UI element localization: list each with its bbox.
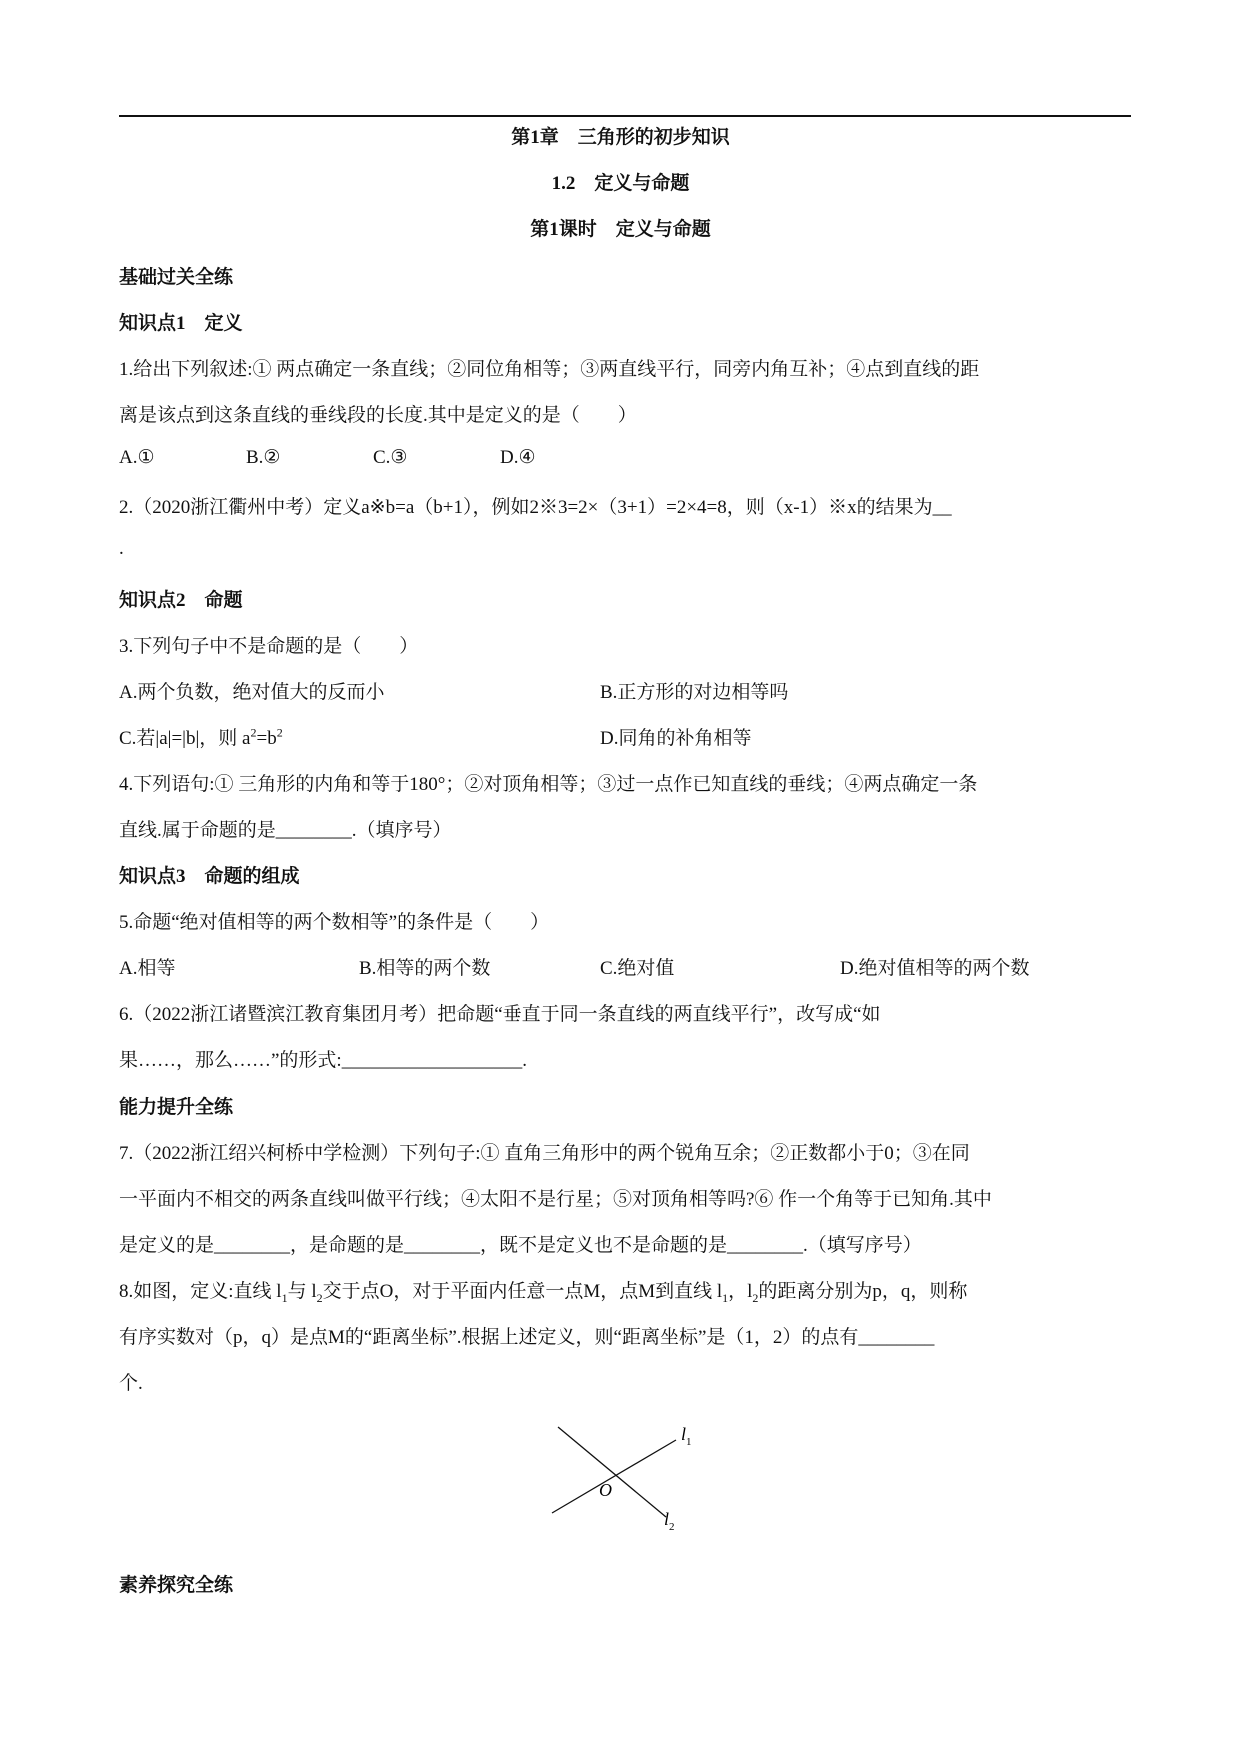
- question-3-option-c: C.若|a|=|b|，则 $a^2=b^2$: [119, 725, 283, 749]
- question-3-option-b: B.正方形的对边相等吗: [600, 682, 789, 703]
- question-5-option-d: D.绝对值相等的两个数: [840, 958, 1030, 979]
- question-1-option-b: B.②: [246, 447, 281, 468]
- question-5-stem: 5.命题“绝对值相等的两个数相等”的条件是（ ）: [119, 912, 550, 933]
- line-l1: [552, 1440, 676, 1513]
- question-1-line1: 1.给出下列叙述:① 两点确定一条直线；②同位角相等；③两直线平行，同旁内角互补；④点到直线的距: [119, 359, 980, 380]
- question-3-option-d: D.同角的补角相等: [600, 728, 752, 749]
- question-1-option-a: A.①: [119, 447, 155, 468]
- knowledge-point-1: 知识点1 定义: [119, 313, 243, 334]
- header-rule: [119, 115, 1131, 117]
- chapter-title: 第1章 三角形的初步知识: [511, 127, 730, 148]
- question-4-line2: 直线.属于命题的是________.（填序号）: [119, 820, 452, 841]
- question-2-line2: .: [119, 538, 124, 559]
- knowledge-point-2: 知识点2 命题: [119, 590, 243, 611]
- question-1-line2: 离是该点到这条直线的垂线段的长度.其中是定义的是（ ）: [119, 405, 637, 426]
- label-l1: $l_1$: [681, 1424, 692, 1448]
- label-l2: $l_2$: [664, 1509, 675, 1530]
- question-1-option-d: D.④: [500, 447, 536, 468]
- question-3-option-a: A.两个负数，绝对值大的反而小: [119, 682, 385, 703]
- part3-title: 素养探究全练: [119, 1575, 234, 1596]
- section-title: 1.2 定义与命题: [551, 173, 690, 194]
- lesson-title: 第1课时 定义与命题: [530, 219, 711, 240]
- line-l2: [558, 1427, 666, 1517]
- part2-title: 能力提升全练: [119, 1097, 234, 1118]
- question-1-option-c: C.③: [373, 447, 408, 468]
- question-8-line1: 8.如图，定义:直线 $l_1$与 $l_2$交于点O，对于平面内任意一点M，点M到直线 $l_1$，$l_2$的距离分别为p，q，则称: [119, 1281, 968, 1305]
- question-7-line2: 一平面内不相交的两条直线叫做平行线；④太阳不是行星；⑤对顶角相等吗?⑥ 作一个角等于已知角.其中: [119, 1189, 992, 1210]
- part1-title: 基础过关全练: [119, 267, 234, 288]
- question-7-line1: 7.（2022浙江绍兴柯桥中学检测）下列句子:① 直角三角形中的两个锐角互余；②正数都小于0；③在同: [119, 1143, 970, 1164]
- label-o: O: [599, 1480, 612, 1500]
- question-7-line3: 是定义的是________，是命题的是________，既不是定义也不是命题的是________.（填写序号）: [119, 1235, 922, 1256]
- question-8-line2: 有序实数对（p，q）是点M的“距离坐标”.根据上述定义，则“距离坐标”是（1，2）的点有________: [119, 1327, 935, 1348]
- question-5-option-c: C.绝对值: [600, 958, 675, 979]
- question-5-option-b: B.相等的两个数: [359, 958, 491, 979]
- knowledge-point-3: 知识点3 命题的组成: [119, 866, 300, 887]
- intersecting-lines-figure: [540, 1410, 700, 1530]
- question-6-line1: 6.（2022浙江诸暨滨江教育集团月考）把命题“垂直于同一条直线的两直线平行”，改写成“如: [119, 1004, 881, 1025]
- question-5-option-a: A.相等: [119, 958, 176, 979]
- question-8-line3: 个.: [119, 1373, 143, 1394]
- question-6-line2: 果……，那么……”的形式:___________________.: [119, 1050, 527, 1071]
- question-2-line1: 2.（2020浙江衢州中考）定义a※b=a（b+1），例如2※3=2×（3+1）=2×4=8，则（x-1）※x的结果为__: [119, 497, 952, 518]
- question-3-stem: 3.下列句子中不是命题的是（ ）: [119, 636, 419, 657]
- question-4-line1: 4.下列语句:① 三角形的内角和等于180°；②对顶角相等；③过一点作已知直线的垂线；④两点确定一条: [119, 774, 978, 795]
